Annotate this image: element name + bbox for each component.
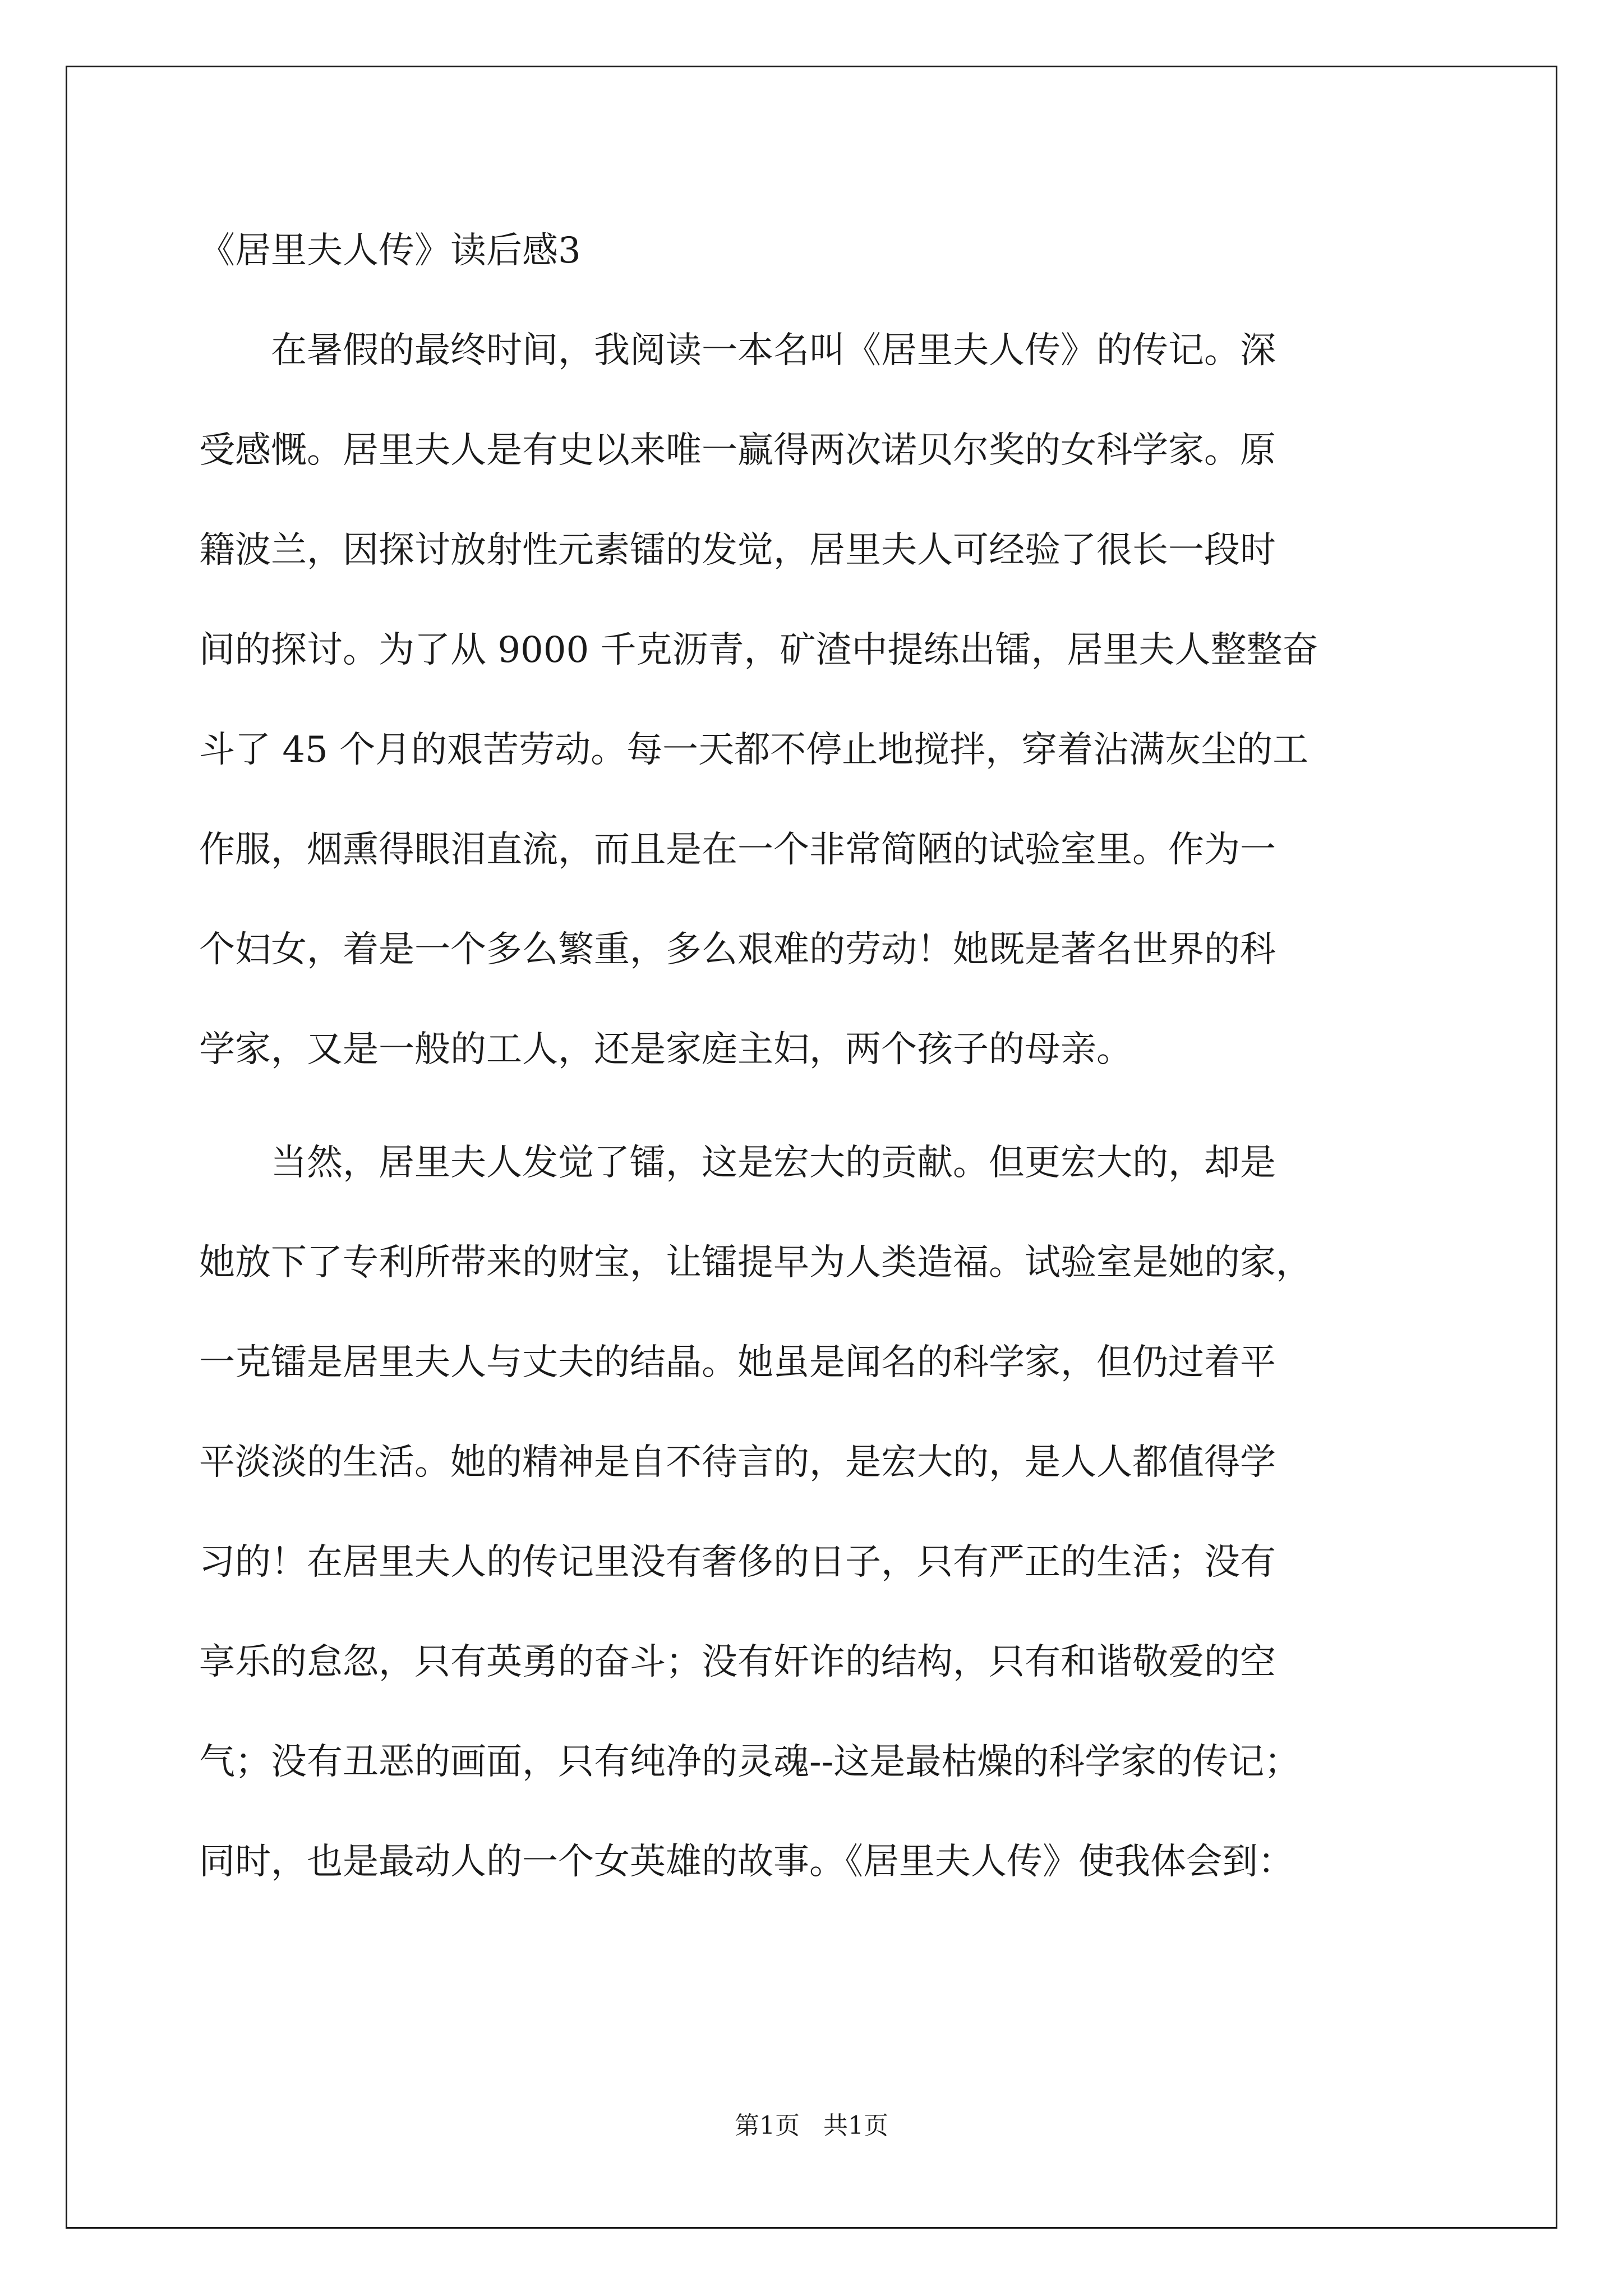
paragraph-line: 受感慨。居里夫人是有史以来唯一赢得两次诺贝尔奖的女科学家。原 xyxy=(199,430,1276,471)
paragraph-line: 个妇女，着是一个多么繁重，多么艰难的劳动！她既是著名世界的科 xyxy=(199,929,1276,970)
paragraph-line: 在暑假的最终时间，我阅读一本名叫《居里夫人传》的传记。深 xyxy=(199,330,1276,371)
paragraph-line: 气；没有丑恶的画面，只有纯净的灵魂--这是最枯燥的科学家的传记； xyxy=(199,1741,1301,1783)
paragraph-line: 当然，居里夫人发觉了镭，这是宏大的贡献。但更宏大的，却是 xyxy=(199,1142,1276,1184)
paragraph-line: 同时，也是最动人的一个女英雄的故事。《居里夫人传》使我体会到： xyxy=(199,1841,1294,1883)
paragraph-line: 籍波兰，因探讨放射性元素镭的发觉，居里夫人可经验了很长一段时 xyxy=(199,530,1276,571)
paragraph-line: 作服，烟熏得眼泪直流，而且是在一个非常简陋的试验室里。作为一 xyxy=(199,829,1276,871)
paragraph-line: 间的探讨。为了从 9000 千克沥青，矿渣中提练出镭，居里夫人整整奋 xyxy=(199,629,1318,671)
paragraph-line: 平淡淡的生活。她的精神是自不待言的，是宏大的，是人人都值得学 xyxy=(199,1442,1276,1483)
paragraph-line: 习的！在居里夫人的传记里没有奢侈的日子，只有严正的生活；没有 xyxy=(199,1542,1276,1583)
paragraph-line: 一克镭是居里夫人与丈夫的结晶。她虽是闻名的科学家，但仍过着平 xyxy=(199,1342,1276,1383)
paragraph-line: 斗了 45 个月的艰苦劳动。每一天都不停止地搅拌，穿着沾满灰尘的工 xyxy=(199,729,1309,771)
paragraph-line: 学家，又是一般的工人，还是家庭主妇，两个孩子的母亲。 xyxy=(199,1029,1132,1070)
paragraph-line: 享乐的怠忽，只有英勇的奋斗；没有奸诈的结构，只有和谐敬爱的空 xyxy=(199,1641,1276,1683)
page-footer: 第1页 共1页 xyxy=(735,2111,888,2140)
paragraph-line: 她放下了专利所带来的财宝，让镭提早为人类造福。试验室是她的家， xyxy=(199,1242,1312,1283)
document-title: 《居里夫人传》读后感3 xyxy=(199,230,581,272)
